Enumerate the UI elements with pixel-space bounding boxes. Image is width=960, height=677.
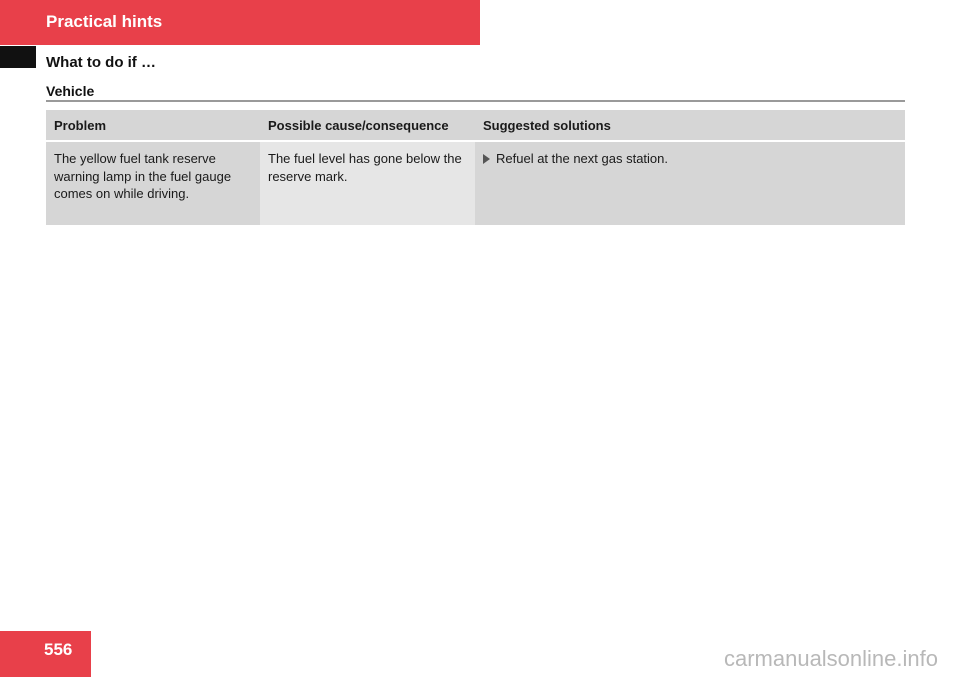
page-number: 556	[44, 640, 73, 659]
section-marker	[0, 46, 36, 68]
table-header-row	[46, 110, 905, 141]
column-header-solution: Suggested solutions	[475, 110, 905, 141]
troubleshooting-table	[46, 110, 905, 225]
solution-cell	[475, 141, 905, 225]
divider	[46, 100, 905, 102]
solution-text: Refuel at the next gas station.	[496, 151, 668, 166]
subsection-title: Vehicle	[46, 83, 95, 99]
column-header-problem: Problem	[46, 110, 260, 141]
table-row	[46, 141, 905, 225]
problem-cell: The yellow fuel tank reserve warning lamp in the fuel gauge comes on while driving.	[46, 141, 260, 225]
cause-cell: The fuel level has gone below the reserve mark.	[260, 141, 475, 225]
page-header-title: Practical hints	[46, 12, 163, 31]
column-header-cause: Possible cause/consequence	[260, 110, 475, 141]
bullet-arrow-icon	[483, 154, 490, 164]
watermark: carmanualsonline.info	[723, 646, 938, 671]
section-title: What to do if …	[46, 54, 156, 71]
